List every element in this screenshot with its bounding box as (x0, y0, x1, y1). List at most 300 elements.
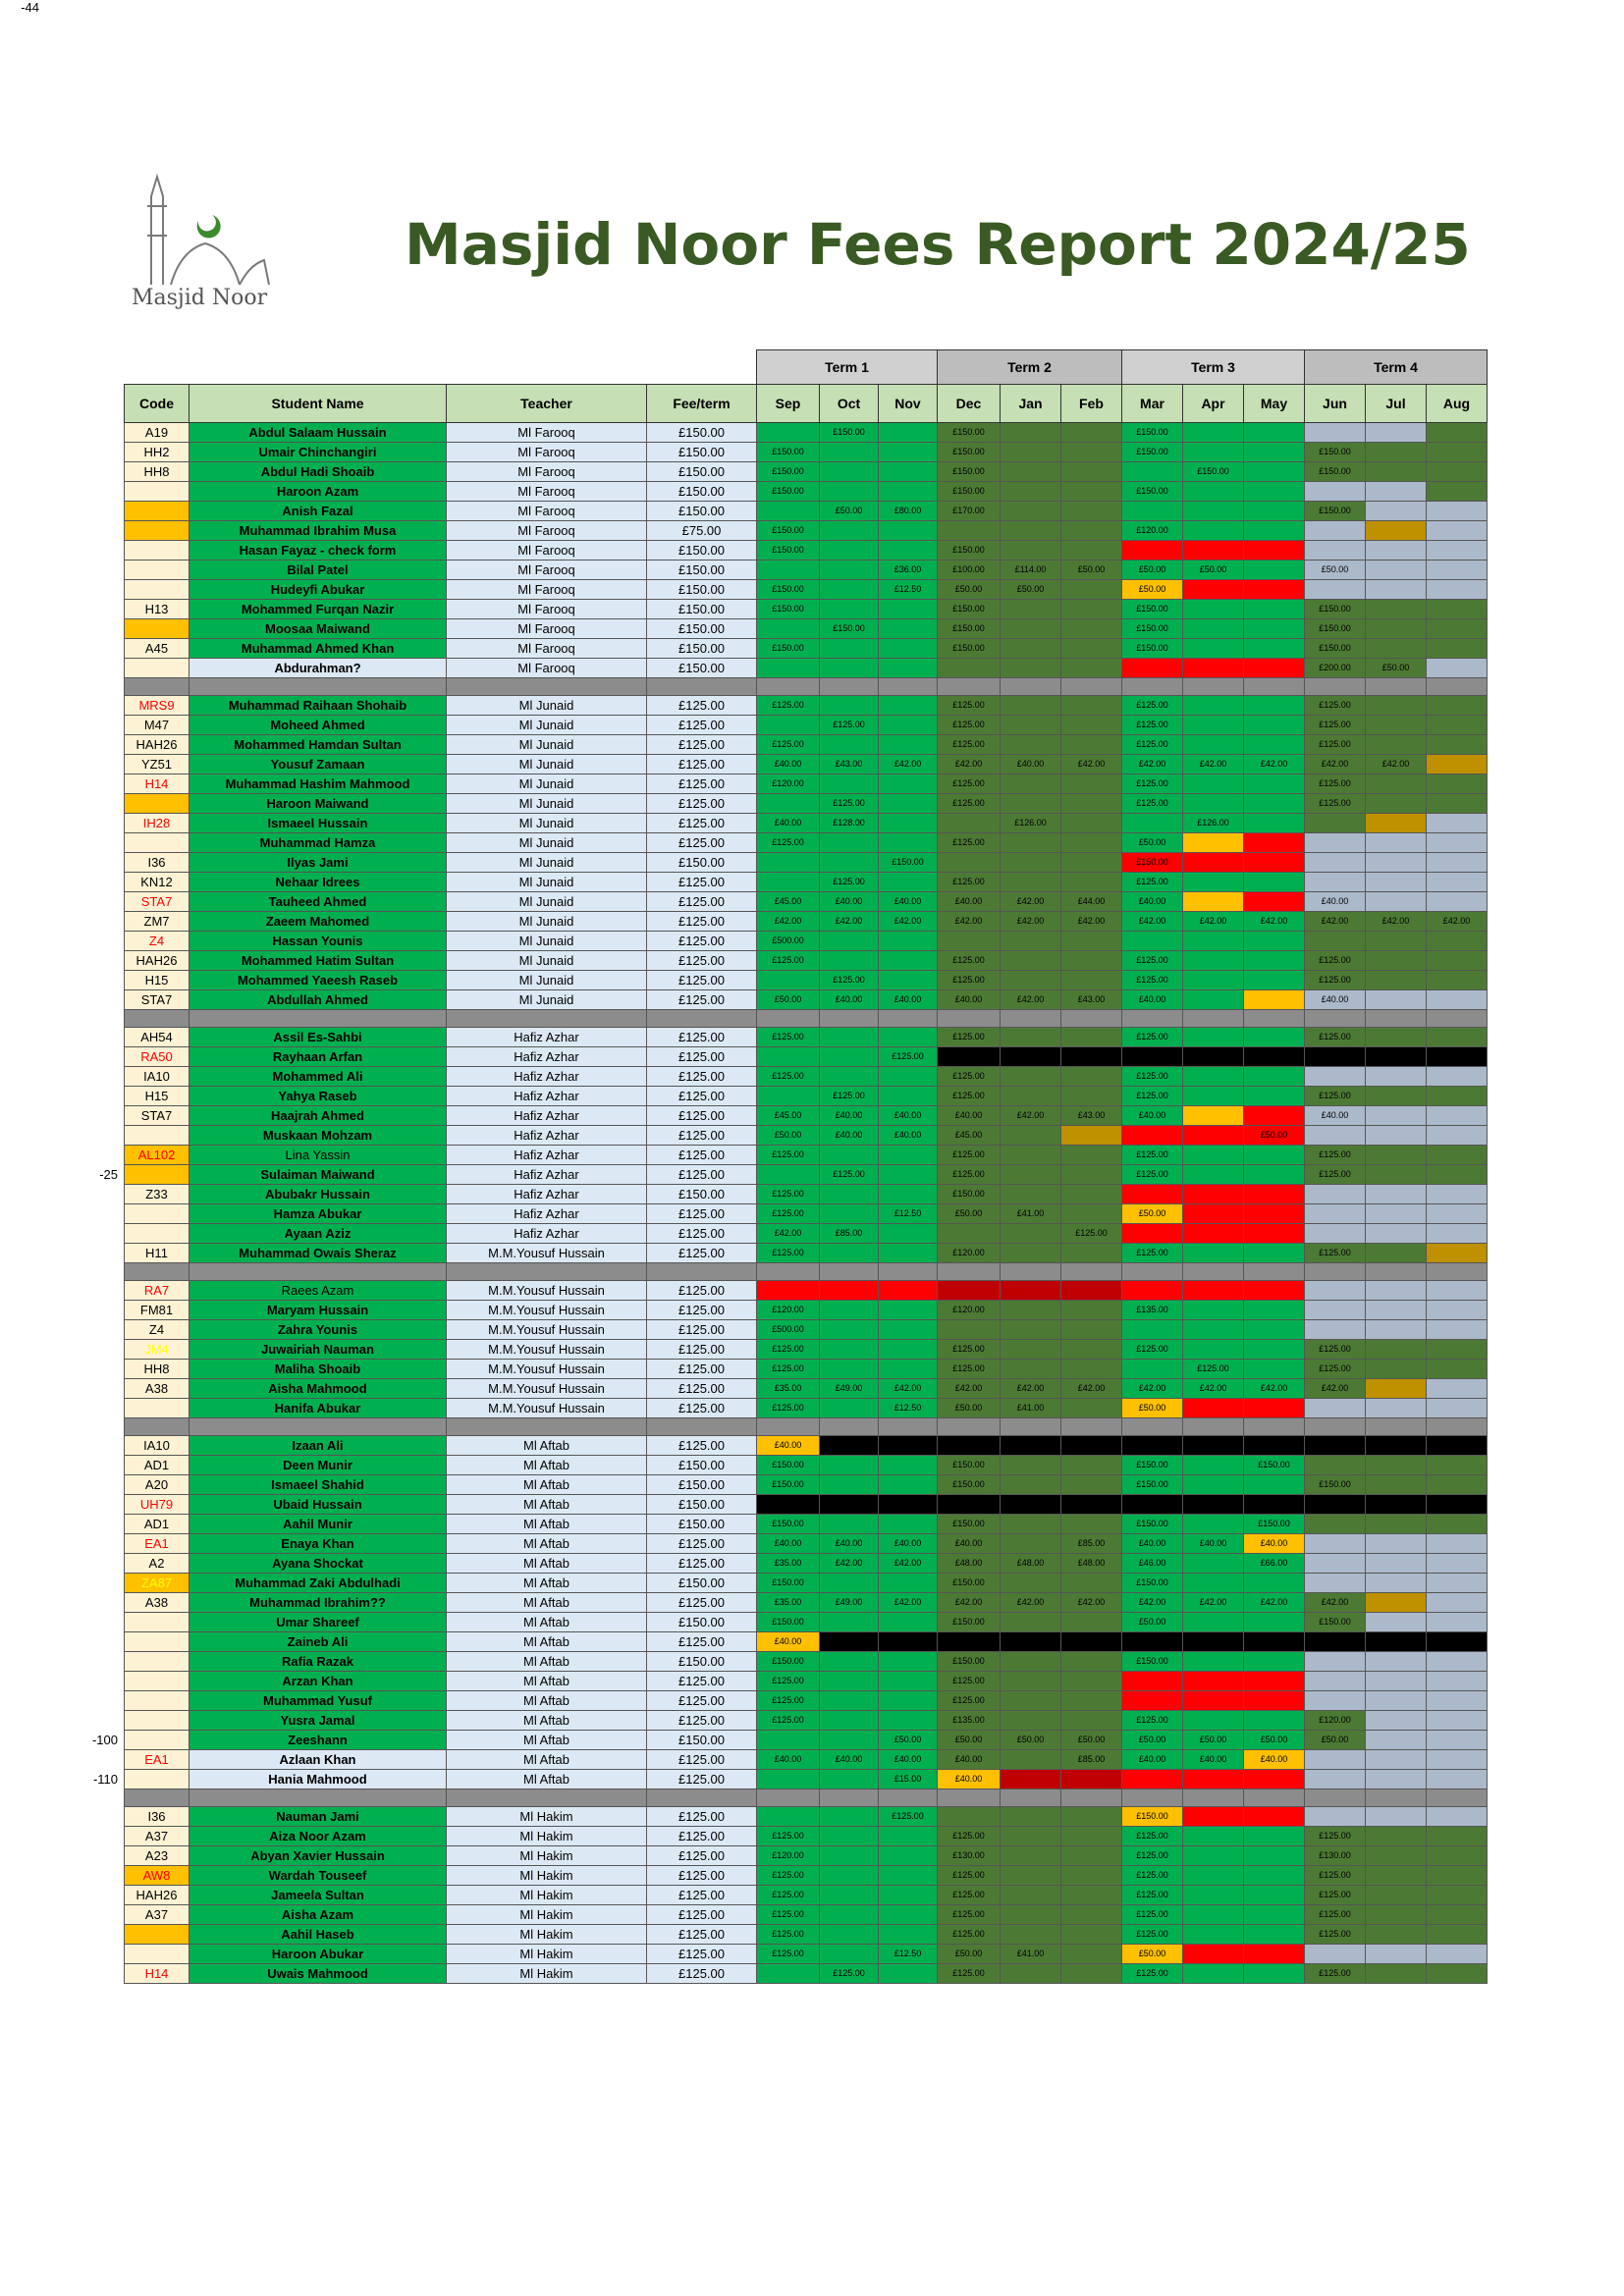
student-row (125, 912, 1488, 932)
student-code: ZA87 (125, 1574, 189, 1593)
student-name: Abubakr Hussain (189, 1185, 447, 1204)
month-payment (1427, 951, 1488, 971)
month-payment (1305, 932, 1366, 951)
month-payment: £125.00 (938, 1340, 1001, 1360)
month-payment: £12.50 (879, 1945, 938, 1964)
month-payment (1061, 443, 1122, 462)
month-payment (1061, 600, 1122, 619)
month-payment (820, 541, 879, 561)
month-payment (879, 1574, 938, 1593)
month-payment: £120.00 (938, 1301, 1001, 1320)
month-payment (1001, 619, 1061, 639)
month-payment: £42.00 (879, 1554, 938, 1574)
month-payment (1427, 1886, 1488, 1905)
month-payment: £125.00 (757, 1360, 820, 1379)
student-code (125, 1691, 189, 1711)
fee-per-term: £125.00 (647, 873, 757, 892)
student-code: IH28 (125, 814, 189, 833)
month-payment (1305, 521, 1366, 541)
month-payment (1427, 1613, 1488, 1632)
student-row (125, 1846, 1488, 1866)
month-payment: £50.00 (757, 1126, 820, 1146)
month-payment (1244, 990, 1305, 1010)
student-name: Aahil Munir (189, 1515, 447, 1534)
month-payment (1427, 561, 1488, 580)
month-payment (820, 853, 879, 873)
month-payment (820, 659, 879, 678)
month-payment (820, 1866, 879, 1886)
month-payment: £40.00 (757, 1632, 820, 1652)
month-payment (1183, 619, 1244, 639)
student-code (125, 521, 189, 541)
month-payment: £40.00 (1305, 892, 1366, 912)
month-payment (1305, 1632, 1366, 1652)
teacher-name: Ml Farooq (447, 639, 647, 659)
month-payment (879, 541, 938, 561)
student-name: Enaya Khan (189, 1534, 447, 1554)
teacher-name: M.M.Yousuf Hussain (447, 1301, 647, 1320)
month-payment: £150.00 (757, 1574, 820, 1593)
month-payment (1366, 932, 1427, 951)
month-payment (1183, 1340, 1244, 1360)
month-payment (938, 521, 1001, 541)
month-payment (1244, 1146, 1305, 1165)
month-payment (1001, 1087, 1061, 1106)
fee-per-term: £150.00 (647, 639, 757, 659)
month-payment (1061, 1711, 1122, 1731)
term-header-row (125, 350, 1488, 385)
month-payment (1061, 1320, 1122, 1340)
month-payment (1001, 443, 1061, 462)
teacher-name: Hafiz Azhar (447, 1028, 647, 1047)
teacher-name: Ml Farooq (447, 561, 647, 580)
student-row (125, 1126, 1488, 1146)
month-payment: £125.00 (938, 833, 1001, 853)
month-payment (820, 1067, 879, 1087)
fee-per-term: £125.00 (647, 755, 757, 774)
student-code: A20 (125, 1475, 189, 1495)
month-payment: £125.00 (1305, 1905, 1366, 1925)
month-payment: £42.00 (1244, 755, 1305, 774)
month-payment (1183, 1087, 1244, 1106)
month-payment (1244, 580, 1305, 600)
month-payment: £40.00 (820, 990, 879, 1010)
month-payment (1427, 1281, 1488, 1301)
teacher-name: Ml Hakim (447, 1925, 647, 1945)
student-code (125, 541, 189, 561)
month-payment: £150.00 (757, 462, 820, 482)
student-code: STA7 (125, 990, 189, 1010)
month-payment: £150.00 (938, 639, 1001, 659)
student-name: Umair Chinchangiri (189, 443, 447, 462)
fee-per-term: £150.00 (647, 1731, 757, 1750)
month-payment: £125.00 (1122, 1925, 1183, 1945)
month-payment (1244, 1846, 1305, 1866)
month-payment: £50.00 (938, 1204, 1001, 1224)
month-payment (1366, 853, 1427, 873)
month-payment (1001, 482, 1061, 502)
month-payment (1427, 932, 1488, 951)
student-rows (125, 423, 1488, 1984)
student-row (125, 1301, 1488, 1320)
month-payment (1001, 1866, 1061, 1886)
month-payment: £125.00 (1122, 1905, 1183, 1925)
month-payment (820, 1028, 879, 1047)
month-payment (757, 1770, 820, 1789)
month-payment: £150.00 (1122, 619, 1183, 639)
month-payment (879, 696, 938, 716)
fee-per-term: £150.00 (647, 443, 757, 462)
student-name: Hasan Fayaz - check form (189, 541, 447, 561)
month-payment (1061, 1574, 1122, 1593)
student-name: Bilal Patel (189, 561, 447, 580)
month-payment: £42.00 (1001, 892, 1061, 912)
term-1-header: Term 1 (757, 350, 938, 385)
student-name: Azlaan Khan (189, 1750, 447, 1770)
month-payment: £150.00 (757, 541, 820, 561)
month-payment (1366, 794, 1427, 814)
month-payment: £50.00 (1244, 1126, 1305, 1146)
month-payment (1061, 1964, 1122, 1984)
month-payment: £150.00 (938, 423, 1001, 443)
month-payment: £35.00 (757, 1593, 820, 1613)
month-payment: £125.00 (938, 1165, 1001, 1185)
month-payment (1061, 659, 1122, 678)
month-payment (820, 1613, 879, 1632)
month-payment (1183, 716, 1244, 735)
fee-per-term: £125.00 (647, 814, 757, 833)
month-payment: £150.00 (1305, 600, 1366, 619)
month-payment: £42.00 (938, 755, 1001, 774)
student-code: MRS9 (125, 696, 189, 716)
student-row (125, 1711, 1488, 1731)
month-payment (1183, 971, 1244, 990)
month-payment: £125.00 (1305, 1827, 1366, 1846)
student-row (125, 1925, 1488, 1945)
month-payment (1366, 1028, 1427, 1047)
month-payment: £150.00 (820, 619, 879, 639)
month-payment: £135.00 (938, 1711, 1001, 1731)
student-code (125, 580, 189, 600)
student-name: Uwais Mahmood (189, 1964, 447, 1984)
student-code: Z4 (125, 1320, 189, 1340)
month-payment (879, 1495, 938, 1515)
month-payment (1427, 1146, 1488, 1165)
month-payment: £42.00 (1305, 755, 1366, 774)
month-payment: £125.00 (938, 1691, 1001, 1711)
student-code (125, 1126, 189, 1146)
teacher-name: Ml Aftab (447, 1770, 647, 1789)
month-payment (1427, 1807, 1488, 1827)
teacher-header: Teacher (447, 385, 647, 423)
month-payment: £125.00 (1305, 1360, 1366, 1379)
student-name: Nauman Jami (189, 1807, 447, 1827)
month-payment (1427, 1866, 1488, 1886)
month-payment: £120.00 (938, 1244, 1001, 1263)
side-number: -110 (92, 1771, 118, 1787)
fee-per-term: £125.00 (647, 833, 757, 853)
month-payment: £40.00 (757, 1750, 820, 1770)
month-payment (1183, 1613, 1244, 1632)
month-payment: £125.00 (1305, 971, 1366, 990)
month-payment (1244, 716, 1305, 735)
student-code: Z33 (125, 1185, 189, 1204)
month-payment (1427, 1185, 1488, 1204)
month-payment: £125.00 (938, 774, 1001, 794)
month-payment (1001, 1886, 1061, 1905)
student-name: Hudeyfi Abukar (189, 580, 447, 600)
month-payment (1427, 639, 1488, 659)
teacher-name: Ml Hakim (447, 1846, 647, 1866)
month-payment (1427, 1652, 1488, 1672)
month-payment (820, 1436, 879, 1456)
student-row (125, 1945, 1488, 1964)
month-payment (1122, 1281, 1183, 1301)
month-payment: £125.00 (820, 873, 879, 892)
fee-per-term: £125.00 (647, 990, 757, 1010)
month-payment (1366, 1846, 1427, 1866)
month-payment: £125.00 (1305, 951, 1366, 971)
teacher-name: Ml Junaid (447, 990, 647, 1010)
month-payment: £50.00 (1183, 1731, 1244, 1750)
month-payment (1244, 462, 1305, 482)
month-header: Nov (879, 385, 938, 423)
month-payment: £120.00 (1122, 521, 1183, 541)
month-payment (1427, 541, 1488, 561)
student-name: Assil Es-Sahbi (189, 1028, 447, 1047)
teacher-name: M.M.Yousuf Hussain (447, 1360, 647, 1379)
month-payment (1366, 1711, 1427, 1731)
month-payment: £150.00 (938, 1456, 1001, 1475)
student-name: Zaeem Mahomed (189, 912, 447, 932)
month-payment (1427, 1165, 1488, 1185)
student-name: Abdullah Ahmed (189, 990, 447, 1010)
student-row (125, 521, 1488, 541)
month-payment (879, 1905, 938, 1925)
month-payment: £150.00 (757, 1475, 820, 1495)
month-payment: £150.00 (757, 580, 820, 600)
month-payment (879, 443, 938, 462)
month-payment: £150.00 (1305, 1613, 1366, 1632)
student-row (125, 1495, 1488, 1515)
month-payment: £120.00 (757, 774, 820, 794)
fee-per-term: £150.00 (647, 1613, 757, 1632)
month-payment (1001, 1185, 1061, 1204)
month-payment (938, 659, 1001, 678)
month-payment: £42.00 (879, 1593, 938, 1613)
month-payment (1183, 1126, 1244, 1146)
month-payment: £125.00 (757, 735, 820, 755)
month-payment: £150.00 (938, 462, 1001, 482)
month-payment (1427, 1087, 1488, 1106)
month-payment: £125.00 (938, 1886, 1001, 1905)
month-payment: £125.00 (757, 1672, 820, 1691)
month-payment (820, 833, 879, 853)
month-payment: £125.00 (820, 716, 879, 735)
student-row (125, 1613, 1488, 1632)
month-payment (1366, 1301, 1427, 1320)
month-payment (1427, 1047, 1488, 1067)
month-payment: £125.00 (1122, 716, 1183, 735)
month-payment (1061, 1067, 1122, 1087)
month-payment: £42.00 (757, 1224, 820, 1244)
month-payment (1366, 774, 1427, 794)
month-payment: £150.00 (757, 482, 820, 502)
month-payment (820, 1244, 879, 1263)
month-payment: £125.00 (938, 716, 1001, 735)
teacher-name: Ml Aftab (447, 1436, 647, 1456)
month-payment (820, 1281, 879, 1301)
month-payment: £42.00 (1244, 1379, 1305, 1399)
month-payment (757, 853, 820, 873)
month-payment: £40.00 (820, 1534, 879, 1554)
month-payment: £125.00 (1183, 1360, 1244, 1379)
month-payment: £125.00 (1305, 1925, 1366, 1945)
fee-per-term: £125.00 (647, 1067, 757, 1087)
student-row (125, 892, 1488, 912)
month-payment (1001, 1905, 1061, 1925)
teacher-name: Hafiz Azhar (447, 1185, 647, 1204)
student-row (125, 794, 1488, 814)
month-payment (1366, 639, 1427, 659)
month-payment (879, 1281, 938, 1301)
month-payment (1244, 1165, 1305, 1185)
student-name: Ayana Shockat (189, 1554, 447, 1574)
student-row (125, 1827, 1488, 1846)
fee-per-term: £150.00 (647, 482, 757, 502)
student-code: AH54 (125, 1028, 189, 1047)
month-payment (820, 1495, 879, 1515)
month-payment: £48.00 (938, 1554, 1001, 1574)
student-code: RA50 (125, 1047, 189, 1067)
month-payment (1061, 1807, 1122, 1827)
month-payment (757, 619, 820, 639)
student-code: H11 (125, 1244, 189, 1263)
month-payment (1001, 951, 1061, 971)
month-payment (1305, 814, 1366, 833)
month-payment (820, 1846, 879, 1866)
month-payment (1305, 1750, 1366, 1770)
fee-per-term: £125.00 (647, 1827, 757, 1846)
month-payment: £40.00 (879, 1106, 938, 1126)
month-payment (1305, 1652, 1366, 1672)
student-code: STA7 (125, 1106, 189, 1126)
month-payment (879, 1672, 938, 1691)
month-payment (1305, 1399, 1366, 1418)
teacher-name: Ml Junaid (447, 873, 647, 892)
student-name: Nehaar Idrees (189, 873, 447, 892)
fee-per-term: £150.00 (647, 1515, 757, 1534)
month-payment (1244, 1945, 1305, 1964)
month-payment (1244, 1807, 1305, 1827)
month-payment: £50.00 (879, 1731, 938, 1750)
month-payment (820, 1515, 879, 1534)
month-payment (1061, 814, 1122, 833)
teacher-name: Ml Aftab (447, 1711, 647, 1731)
month-payment (1366, 1456, 1427, 1475)
month-payment: £50.00 (938, 1399, 1001, 1418)
student-row (125, 853, 1488, 873)
student-code: HH2 (125, 443, 189, 462)
month-payment (1366, 696, 1427, 716)
month-payment (1244, 1360, 1305, 1379)
student-row (125, 659, 1488, 678)
fee-per-term: £125.00 (647, 932, 757, 951)
month-payment (1366, 541, 1427, 561)
month-payment: £150.00 (757, 600, 820, 619)
teacher-name: Ml Junaid (447, 951, 647, 971)
month-payment (1001, 1475, 1061, 1495)
month-payment (1366, 462, 1427, 482)
month-payment (1122, 1185, 1183, 1204)
student-code: ZM7 (125, 912, 189, 932)
month-payment (1244, 1905, 1305, 1925)
fee-per-term: £125.00 (647, 716, 757, 735)
month-payment: £150.00 (757, 521, 820, 541)
month-payment: £12.50 (879, 1399, 938, 1418)
month-payment: £50.00 (1122, 580, 1183, 600)
month-payment (1244, 1770, 1305, 1789)
month-payment: £45.00 (757, 892, 820, 912)
month-payment: £80.00 (879, 502, 938, 521)
month-payment (1305, 1574, 1366, 1593)
student-name-header: Student Name (189, 385, 447, 423)
month-payment (1183, 951, 1244, 971)
month-payment: £125.00 (1305, 1165, 1366, 1185)
month-payment: £125.00 (757, 1340, 820, 1360)
month-payment: £12.50 (879, 580, 938, 600)
fee-per-term: £150.00 (647, 1652, 757, 1672)
month-payment (1366, 951, 1427, 971)
fee-per-term: £125.00 (647, 892, 757, 912)
month-payment (1183, 482, 1244, 502)
month-payment: £50.00 (1122, 1945, 1183, 1964)
month-payment (1427, 1632, 1488, 1652)
student-name: Aisha Azam (189, 1905, 447, 1925)
month-payment (1001, 462, 1061, 482)
fee-per-term: £125.00 (647, 794, 757, 814)
student-name: Raees Azam (189, 1281, 447, 1301)
fee-per-term: £125.00 (647, 1846, 757, 1866)
month-payment (938, 1047, 1001, 1067)
month-payment (820, 735, 879, 755)
month-payment: £40.00 (757, 755, 820, 774)
month-payment (1366, 1067, 1427, 1087)
month-payment: £100.00 (938, 561, 1001, 580)
month-payment: £125.00 (757, 951, 820, 971)
month-payment: £125.00 (1122, 1244, 1183, 1263)
month-payment: £125.00 (757, 1028, 820, 1047)
fee-per-term: £125.00 (647, 774, 757, 794)
month-payment (820, 774, 879, 794)
month-payment (1366, 1360, 1427, 1379)
month-payment: £125.00 (938, 1925, 1001, 1945)
fee-per-term: £125.00 (647, 1436, 757, 1456)
month-payment (1001, 1750, 1061, 1770)
month-payment (1244, 971, 1305, 990)
month-header: Apr (1183, 385, 1244, 423)
side-number: -25 (99, 1166, 118, 1182)
month-payment: £150.00 (1122, 853, 1183, 873)
month-payment (879, 659, 938, 678)
month-payment: £50.00 (1122, 1399, 1183, 1418)
group-separator (125, 1418, 1488, 1436)
fee-per-term: £125.00 (647, 1770, 757, 1789)
month-payment (1183, 1301, 1244, 1320)
month-payment (820, 462, 879, 482)
month-payment (879, 735, 938, 755)
month-payment: £40.00 (820, 1106, 879, 1126)
